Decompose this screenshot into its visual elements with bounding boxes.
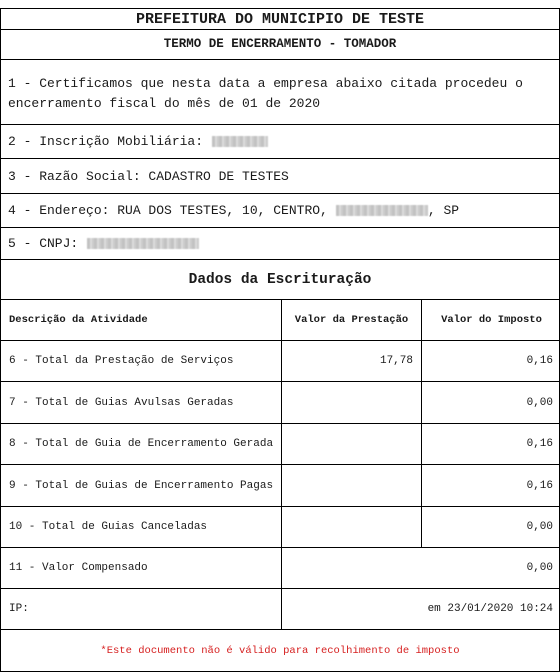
endereco-suffix: , SP — [427, 203, 460, 218]
row-description: 10 - Total de Guias Canceladas — [9, 521, 208, 533]
table-header — [0, 300, 560, 341]
validity-note: *Este documento não é válido para recolhimento de imposto — [100, 644, 460, 657]
row-valor-prestacao — [281, 465, 421, 506]
timestamp: em 23/01/2020 10:24 — [281, 589, 560, 629]
row-valor-prestacao: 17,78 — [281, 341, 421, 381]
ip-label: IP: — [9, 603, 29, 615]
endereco-prefix: 4 - Endereço: RUA DOS TESTES, 10, CENTRO, — [8, 203, 328, 218]
section-title-row — [0, 260, 560, 300]
row-valor-imposto: 0,16 — [421, 424, 560, 464]
compensado-valor: 0,00 — [281, 548, 560, 588]
row-valor-imposto: 0,00 — [421, 382, 560, 423]
row-valor-imposto: 0,16 — [421, 341, 560, 381]
razao-social-row — [0, 159, 560, 194]
section-title: Dados da Escrituração — [188, 272, 372, 288]
endereco-redacted — [336, 205, 428, 216]
row-valor-prestacao — [281, 507, 421, 547]
cnpj-label: 5 - CNPJ: — [8, 236, 79, 251]
column-header-descricao: Descrição da Atividade — [9, 314, 148, 326]
row-description: 8 - Total de Guia de Encerramento Gerada — [9, 438, 274, 450]
table-row — [0, 424, 560, 465]
compensado-row — [0, 548, 560, 589]
document-subtitle: TERMO DE ENCERRAMENTO - TOMADOR — [163, 37, 397, 51]
razao-social: 3 - Razão Social: CADASTRO DE TESTES — [8, 168, 289, 184]
inscricao-row — [0, 125, 560, 159]
table-row — [0, 507, 560, 548]
column-header-imposto: Valor do Imposto — [421, 300, 560, 340]
ip-row — [0, 589, 560, 630]
certificate-line-1: 1 - Certificamos que nesta data a empresa abaixo citada procedeu o — [8, 76, 523, 91]
table-row — [0, 341, 560, 382]
note-row — [0, 630, 560, 672]
title-row — [0, 8, 560, 30]
row-description: 9 - Total de Guias de Encerramento Pagas — [9, 479, 274, 492]
endereco-row — [0, 194, 560, 228]
certificate-line-2: encerramento fiscal do mês de 01 de 2020 — [8, 96, 321, 111]
page-title: PREFEITURA DO MUNICIPIO DE TESTE — [135, 11, 425, 28]
row-valor-prestacao — [281, 424, 421, 464]
row-valor-imposto: 0,00 — [421, 507, 560, 547]
cnpj-row — [0, 228, 560, 260]
column-header-prestacao: Valor da Prestação — [281, 300, 421, 340]
table-row — [0, 465, 560, 507]
inscricao-label: 2 - Inscrição Mobiliária: — [8, 134, 204, 149]
table-row — [0, 382, 560, 424]
row-valor-prestacao — [281, 382, 421, 423]
inscricao-redacted — [212, 136, 268, 147]
certificate-row — [0, 60, 560, 125]
compensado-description: 11 - Valor Compensado — [9, 562, 148, 574]
cnpj-redacted — [87, 238, 199, 249]
subtitle-row — [0, 30, 560, 60]
row-valor-imposto: 0,16 — [421, 465, 560, 506]
row-description: 6 - Total da Prestação de Serviços — [9, 355, 234, 367]
row-description: 7 - Total de Guias Avulsas Geradas — [9, 396, 234, 409]
